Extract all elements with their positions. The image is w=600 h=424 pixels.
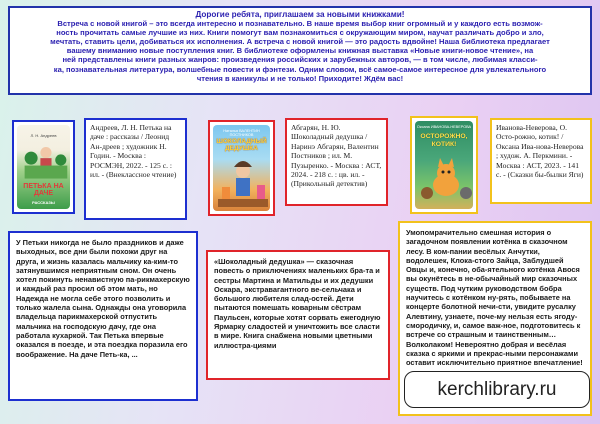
annotation-text: Умопомрачительно смешная история о загадочном появлении котёнка в сказочном лесу. В ком-пании весёлых Анчутки, водолешек, Клока-стого Зайца, Заблудшей Овцы и, конечно, оба-ятельного котёнка Авося вы окунётесь в не-обычайный мир сказочных существ. Под чутким руководством бобра научитесь с котёнком ну-рять, побываете на концерте болотной нечи-сти, увидите русалку Алевтину, узнаете, поче-му нельзя есть ягоду-смородичку, и, самое важ-ное, подготовитесь к встрече со страшным и таинственным… Волколаком! Невероятно добрая и весёлая сказка с яркими и прекрас-ными персонажами оставит исключительно приятное впечатление! xyxy=(406,228,583,368)
website-label[interactable]: kerchlibrary.ru xyxy=(437,378,557,400)
book-cover-kotik xyxy=(410,116,478,214)
book-cover-icon xyxy=(17,125,70,209)
cover-author: Наталья ВАЛЕНТИН ПОСТНИКОВ xyxy=(223,129,260,137)
intro-line: ней представлены книги разных жанров: произведения российских и зарубежных авторов, — в том числе, любимая класси- xyxy=(62,55,538,65)
cover-subtitle: РАССКАЗЫ xyxy=(32,200,55,205)
book-cover-dedushka xyxy=(208,120,275,216)
cover-title: ОСТОРОЖНО, КОТИК! xyxy=(420,133,468,148)
intro-line: мечтать, ставить цели, добиваться их исполнения. А встреча с новой книгой — это радость вдвойне! Наша библиотека предлагает xyxy=(50,37,550,47)
annotation-text: У Петьки никогда не было праздников и даже выходных, все дни были похожи друг на друга, и жизнь казалась мальчику ка-ким-то затянувшимся неприятным сном. Он очень хотел покинуть ненавистную па-рикмахерскую и каждый раз просил об этом мать, но Надежда не могла себе этого позволить и только жалела сына. Однажды она уговорила владельца парикмахерской отпустить мальчика на господскую дачу, где она работала кухаркой. Так Петька впервые оказался в поезде, и эта поездка поразила его воображение. На даче Петь-ка, ... xyxy=(16,238,190,359)
book-cover-icon xyxy=(415,121,473,209)
intro-line: ка, познавательная литература, волшебные повести и фэнтези. Одним словом, всё самое-самое интересное для увлекательного xyxy=(53,64,547,74)
annotation-dedushka xyxy=(206,250,390,380)
bib-text: Андреев, Л. Н. Петька на даче : рассказы / Леонид Ан-дреев ; художник Н. Годин. - Москва : РОСМЭН, 2022. - 125 с. : ил. - (Внеклассное чтение) xyxy=(90,123,177,180)
cover-author: Оксана ИВАНОВА-НЕВЕРОВА xyxy=(416,125,472,129)
cover-title: ПЕТЬКА НА ДАЧЕ xyxy=(23,183,64,197)
intro-line: ность прочитать самые лучшие из них. Книги помогут вам познакомиться с окружающим миром, научат различать добро и зло, xyxy=(56,28,544,38)
intro-line: чтения в каникулы и не только! Приходите! Ждём вас! xyxy=(196,73,404,83)
bib-text: Абгарян, Н. Ю. Шоколадный дедушка / Наринэ Абгарян, Валентин Постников ; ил. М. Пузыренко. - Москва : АСТ, 2024. - 218 с. : цв. ил. - (Прикольный детектив) xyxy=(291,123,382,189)
intro-heading: Дорогие ребята, приглашаем за новыми книжками! xyxy=(195,10,405,19)
bib-record-petka xyxy=(84,118,187,220)
annotation-petka xyxy=(8,231,198,401)
bib-text: Иванова-Неверова, О. Осто-рожно, котик! / Оксана Ива-нова-Неверова ; худож. А. Перкмини. - Москва : АСТ, 2023. - 141 с. - (Сказки бы-былки Яги) xyxy=(496,123,584,180)
book-cover-petka xyxy=(12,120,75,214)
intro-line: вашему вниманию новые поступления книг. В библиотеке оформлены книжная выставка «Новые книги-новое чтение», на xyxy=(66,46,534,56)
intro-line: Встреча с новой книгой – это всегда интересно и познавательно. В наше время выбор книг огромный и у каждого есть возмож- xyxy=(57,19,543,29)
bib-record-kotik xyxy=(490,118,592,204)
bib-record-dedushka xyxy=(285,118,388,206)
cover-title: ШОКОЛАДНЫЙ ДЕДУШКА xyxy=(216,138,267,152)
annotation-text: «Шоколадный дедушка» — сказочная повесть о приключениях маленьких бра-та и сестры Мартина и Матильды и их дедушки Оскара, экстравагантного ве-сельчака и большого любителя слад-остей. Дети пытаются помешать коварным сёстрам Паульсен, которые хотят сорвать ежегодную Ярмарку сладостей и уничтожить все сласти в мире. Книга снабжена новыми цветными иллюстра-циями xyxy=(214,257,381,350)
cover-author: Л. Н. Андреев xyxy=(30,133,57,138)
website-link[interactable] xyxy=(404,371,590,408)
book-cover-icon xyxy=(213,125,270,211)
intro-banner xyxy=(8,6,592,95)
